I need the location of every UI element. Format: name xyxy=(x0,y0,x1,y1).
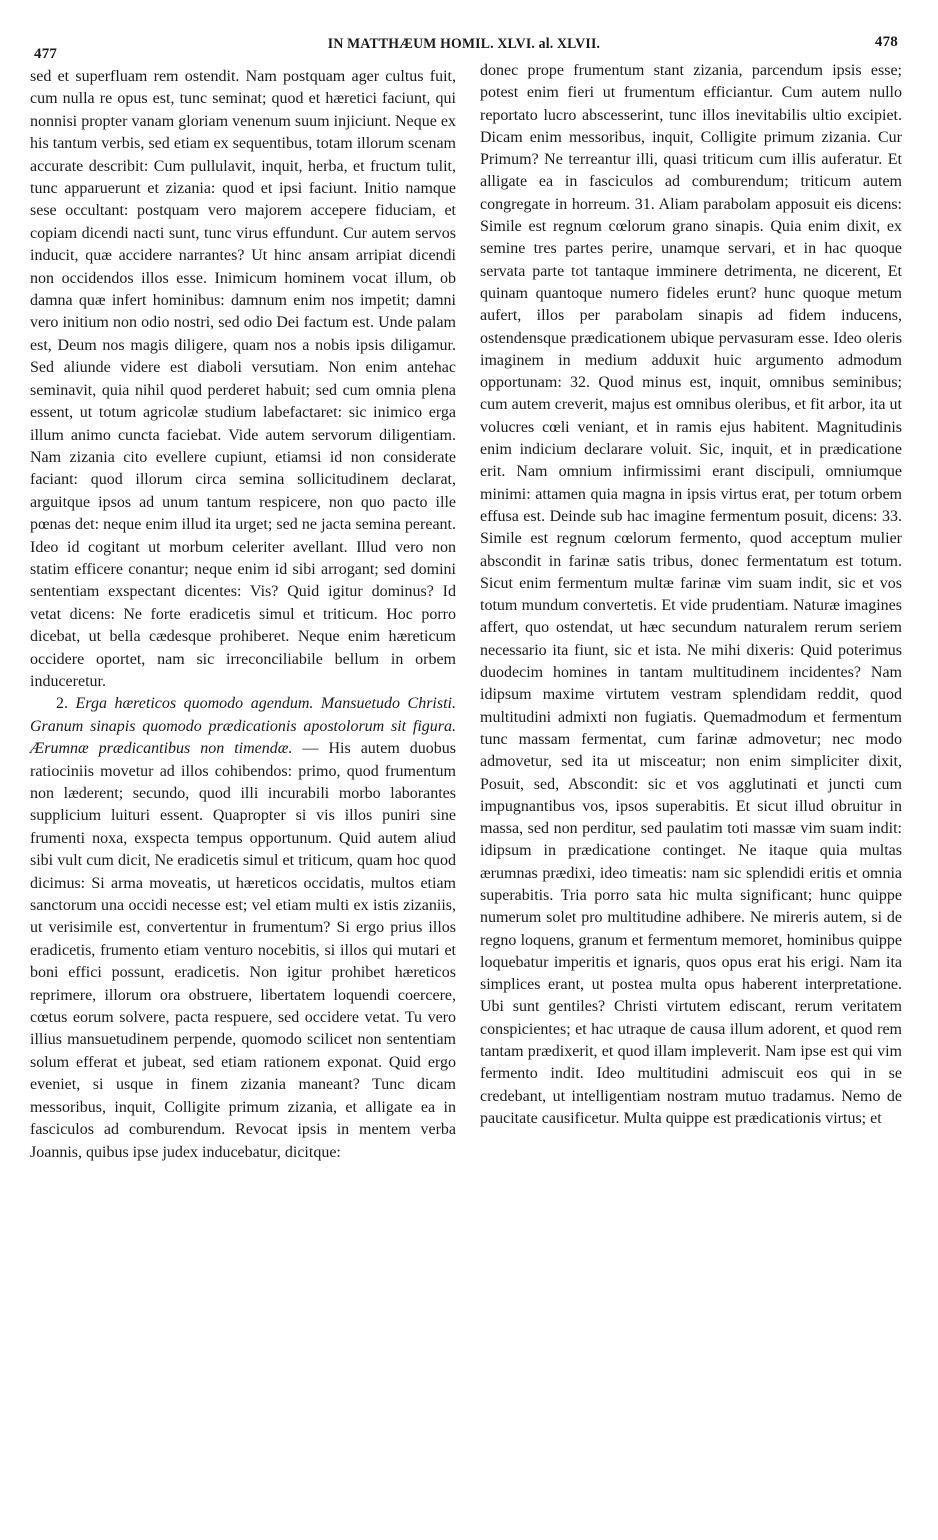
left-column xyxy=(30,66,456,1164)
right-column xyxy=(480,60,902,1130)
paragraph-body: — His autem duobus ratiociniis movetur ad illos cohibendos: primo, quod frumentum non læderent; secundo, quod illi incurabili morbo laborantes supplicium luituri essent. Quapropter si vis illos puniri sine frumenti noxa, exspecta tempus opportunum. Quid autem aliud sibi vult cum dicit, Ne eradicetis simul et triticum, quam hoc quod dicimus: Si arma moveatis, ut hæreticos occidatis, multos etiam sanctorum una occidi necesse est; vel etiam multi ex istis zizaniis, ut verisimile est, convertentur in frumentum? Si ergo prius illos eradicetis, frumento etiam venturo nocebitis, si illos qui mutari et boni effici possunt, eradicetis. Non igitur prohibet hæreticos reprimere, illorum ora obstruere, libertatem loquendi coercere, cœtus eorum solvere, pacta respuere, sed occidere vetat. Tu vero illius mansuetudinem perpende, quomodo scilicet non sententiam solum efferat et jubeat, sed etiam rationem exponat. Quid ergo eveniet, si usque in finem zizania maneant? Tunc dicam messoribus, inquit, Colligite primum zizania, et alligate ea in fasciculos ad comburendum. Revocat ipsis in mentem verba Joannis, quibus ipse judex inducebatur, dicitque: xyxy=(30,740,457,1161)
paragraph: donec prope frumentum stant zizania, parcendum ipsis esse; potest enim fieri ut frumentum efficiantur. Cum autem nullo reportato lucro abscesserint, tunc illos inevitabilis ultio excipiet. Dicam enim messoribus, inquit, Colligite primum zizania. Cur Primum? Ne terreantur illi, quasi triticum cum illis auferatur. Et alligate ea in fasciculos ad comburendum; triticum autem congregate in horreum. 31. Aliam parabolam apposuit eis dicens: Simile est regnum cœlorum grano sinapis. Quia enim dixit, ex semine tres partes perire, unamque servari, et in hac quoque servata parte tot tantaque imminere detrimenta, ne dicerent, Et quinam quantoque numero fideles erunt? hunc quoque metum aufert, illos per parabolam sinapis ad fidem inducens, ostendensque prædicationem ubique pervasuram esse. Ideo oleris imaginem in medium adduxit huic argumento admodum opportunam: 32. Quod minus est, inquit, omnibus seminibus; cum autem creverit, majus est omnibus oleribus, et fit arbor, ita ut volucres cœli veniant, et in ramis ejus habitent. Magnitudinis enim indicium declarare voluit. Sic, inquit, et in prædicatione erit. Nam omnium infirmissimi erant discipuli, omniumque minimi: attamen quia magna in ipsis virtus erat, per totum orbem effusa est. Deinde sub hac imagine fermentum posuit, dicens: 33. Simile est regnum cœlorum fermento, quod acceptum mulier abscondit in farinæ satis tribus, donec fermentatum est totum. Sicut enim fermentum multæ farinæ vim suam indit, sic et vos totum mundum convertetis. Et vide prudentiam. Naturæ imagines affert, quo ostendat, ut hæc secundum naturalem rerum seriem necessario ita fiunt, sic et ista. Ne mihi dixeris: Quid poterimus duodecim homines in tantam multitudinem incidentes? Nam idipsum maxime virtutem vestram splendidam reddit, quod multitudini admixti non fugiatis. Quemadmodum et fermentum tunc massam fermentat, cum farinæ admovetur; nec modo admovetur, sed ita ut misceatur; non enim simpliciter dixit, Posuit, sed, Abscondit: sic et vos agglutinati et juncti cum impugnantibus vos, ipsos superabitis. Et sicut illud obruitur in massa, sed non perditur, sed paulatim toti massæ vim suam indit: idipsum in prædicatione continget. Ne itaque quia multas ærumnas prædixi, ideo timeatis: nam sic splendidi eritis et omnia superabitis. Tria porro sata hic multa significant; hunc quippe numerum solet pro multitudine adhibere. Ne mireris autem, si de regno loquens, granum et fermentum memoret, hominibus quippe loquebatur imperitis et ignaris, quos opus erat his erigi. Nam ita simplices erant, ut postea multa opus haberent interpretatione. Ubi sunt gentiles? Christi virtutem ediscant, rerum veritatem conspicientes; et hac utraque de causa illum adorent, et quod rem tantam prædixerit, et quod illam impleverit. Nam ipse est qui vim fermento indit. Ideo multitudini admiscuit eos qui in se credebant, ut intelligentiam nostram mutuo tradamus. Nemo de paucitate causificetur. Multa quippe est prædicationis virtus; et xyxy=(480,62,902,1127)
section-paragraph xyxy=(30,693,456,1164)
page-number-right: 478 xyxy=(874,34,898,50)
section-number: 2. xyxy=(56,695,68,713)
paragraph: sed et superfluam rem ostendit. Nam postquam ager cultus fuit, cum nulla re opus est, tunc seminat; quod et hæretici faciunt, qui nonnisi propter vanam gloriam venenum suum injiciunt. Neque ex his tantum verbis, sed etiam ex sequentibus, totam illorum scenam accurate describit: Cum pullulavit, inquit, herba, et fructum tulit, tunc apparuerunt et zizania: quod et ipsi faciunt. Initio namque sese occultant: postquam vero majorem accepere fiduciam, et copiam dicendi nacti sunt, tunc virus effundunt. Cur autem servos inducit, quæ accidere narrantes? Ut hinc ansam arripiat dicendi non occidendos illos esse. Inimicum hominem vocat illum, ob damna quæ infert hominibus: damnum enim nos impetit; damni vero initium non odio nostri, sed odio Dei factum est. Unde palam est, Deum nos magis diligere, quam nos a nobis ipsis diligamur. Sed aliunde videre est diaboli versutiam. Non enim antehac seminavit, quia nihil quod perderet habuit; sed cum omnia plena essent, ut totum agricolæ studium labefactaret: sic inimico erga illum animo cuncta faciebat. Vide autem servorum diligentiam. Nam zizania cito evellere cupiunt, etiamsi id non considerate faciant: quod illorum circa semina sollicitudinem declarat, arguitque ipsos ad unum tantum respicere, non quo pacto ille pœnas det: neque enim illud ita urget; sed ne jacta semina pereant. Ideo id cogitant ut morbum celeriter avellant. Illud vero non statim efficere conantur; neque enim id sibi arrogant; sed domini sententiam exspectant dicentes: Vis? Quid igitur dominus? Id vetat dicens: Ne forte eradicetis simul et triticum. Hoc porro dicebat, ut bella cædesque prohiberet. Neque enim hæreticum occidere oportet, nam sic irreconciliabile bellum in orbem induceretur. xyxy=(30,68,456,690)
section-heading: Erga hæreticos quomodo agendum. Mansuetudo Christi. Granum sinapis quomodo prædicationis apostolorum sit figura. Ærumnæ prædicantibus non timendæ. xyxy=(30,695,456,758)
running-title: IN MATTHÆUM HOMIL. XLVI. al. XLVII. xyxy=(327,36,601,52)
page-number-left: 477 xyxy=(34,46,58,62)
running-head xyxy=(30,34,898,62)
